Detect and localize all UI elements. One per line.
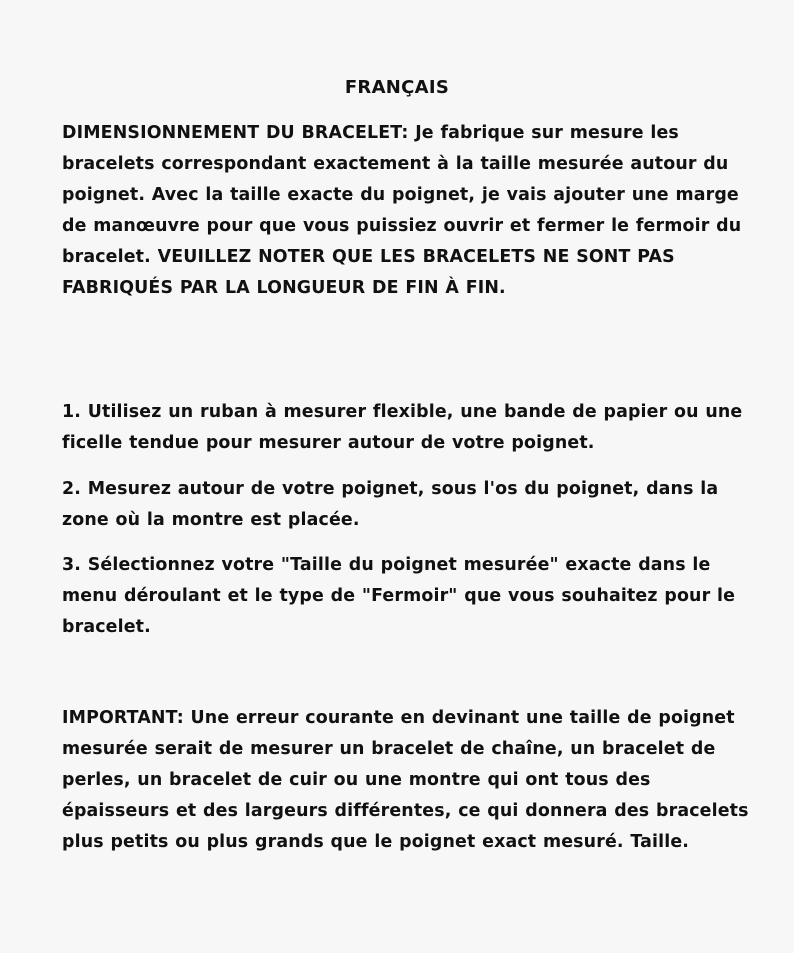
instruction-step-1 xyxy=(62,397,752,459)
sizing-paragraph xyxy=(62,118,752,304)
step-1-text: 1. Utilisez un ruban à mesurer flexible, une bande de papier ou une ficelle tendue pour mesurer autour de votre poignet. xyxy=(62,402,743,453)
important-description: Une erreur courante en devinant une taille de poignet mesurée serait de mesurer un bracelet de chaîne, un bracelet de perles, un bracelet de cuir ou une montre qui ont tous des épaisseurs et des largeurs différentes, ce qui donnera des bracelets plus petits ou plus grands que le poignet exact mesuré. Taille. xyxy=(62,708,749,852)
important-paragraph-text xyxy=(62,703,752,858)
instruction-step-2 xyxy=(62,474,752,536)
sizing-notice: VEUILLEZ NOTER QUE LES BRACELETS NE SONT PAS FABRIQUÉS PAR LA LONGUEUR DE FIN À FIN. xyxy=(62,247,675,298)
page-title: FRANÇAIS xyxy=(344,77,450,98)
sizing-paragraph-text xyxy=(62,118,752,304)
instruction-step-3 xyxy=(62,550,752,643)
sizing-label: DIMENSIONNEMENT DU BRACELET: xyxy=(62,123,409,143)
important-paragraph xyxy=(62,703,752,858)
step-2-text: 2. Mesurez autour de votre poignet, sous l'os du poignet, dans la zone où la montre est placée. xyxy=(62,479,719,530)
important-label: IMPORTANT: xyxy=(62,708,184,728)
sizing-description: Je fabrique sur mesure les bracelets correspondant exactement à la taille mesurée autour du poignet. Avec la taille exacte du poignet, je vais ajouter une marge de manœuvre pour que vous puissiez ouvrir et fermer le fermoir du bracelet. xyxy=(62,123,742,267)
step-3-text: 3. Sélectionnez votre "Taille du poignet mesurée" exacte dans le menu déroulant et le type de "Fermoir" que vous souhaitez pour le bracelet. xyxy=(62,555,736,637)
